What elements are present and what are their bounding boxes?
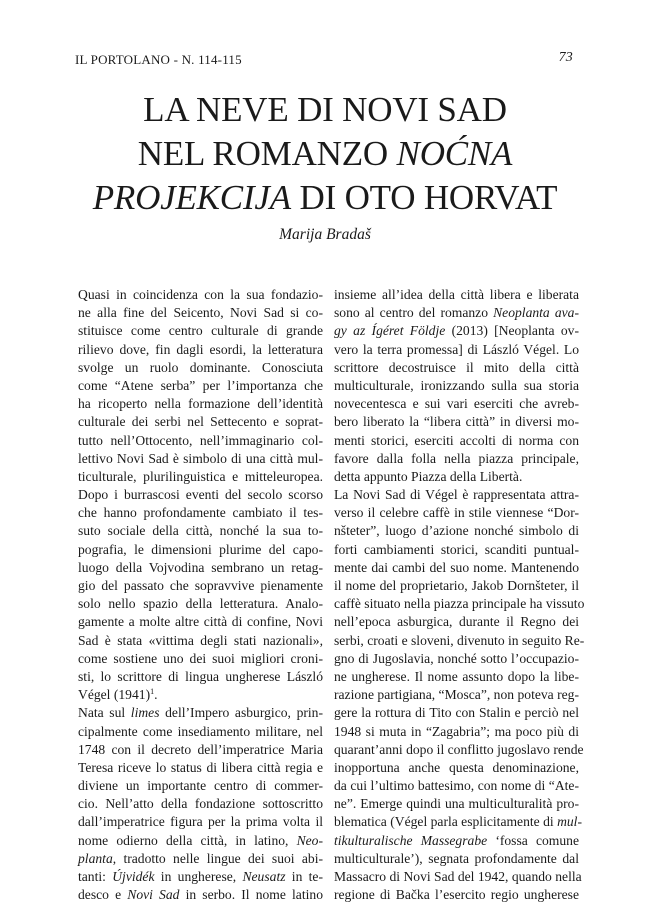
text-span: rilievo dove, fin dagli esordi, la letteratura <box>78 341 323 357</box>
text-line <box>78 850 323 868</box>
text-line <box>334 432 579 450</box>
text-span: nell’epoca asburgica, durante il Regno dei <box>334 614 579 630</box>
right-text-column <box>334 286 585 904</box>
text-span: stituisce come centro culturale di grande <box>78 323 323 339</box>
running-header <box>75 50 575 70</box>
text-span: Sad è stata «vittima degli stati nazionali», <box>78 632 323 648</box>
text-span: serbi, croati e sloveni, divenuto in seguito Re- <box>334 632 585 648</box>
text-line <box>78 741 323 759</box>
text-line <box>78 759 323 777</box>
text-span: come sostiene uno dei suoi migliori croni- <box>78 650 323 666</box>
text-line <box>334 813 582 831</box>
text-span: favore dalla folla nella piazza principale, <box>334 450 579 466</box>
text-span: . <box>154 687 158 703</box>
text-line <box>334 413 579 431</box>
text-span: Dopo i burrascosi eventi del secolo scorso <box>78 487 323 503</box>
text-span: sti, lo scrittore di lingua ungherese László <box>78 668 323 684</box>
text-line <box>78 632 323 650</box>
italic-span: gy az Ígéret Földje <box>334 323 446 339</box>
text-span: ne ungherese. Il nome assunto dopo la libe- <box>334 668 579 684</box>
italic-span: limes <box>130 705 160 721</box>
text-span: dell’Impero asburgico, prin- <box>159 705 323 721</box>
text-span: forti cambiamenti storici, scanditi puntual- <box>334 541 579 557</box>
text-line <box>78 723 323 741</box>
text-line <box>78 541 323 559</box>
text-line <box>334 468 579 486</box>
text-span: inopportuna anche questa denominazione, <box>334 759 579 775</box>
italic-span: planta <box>78 850 113 866</box>
text-line <box>78 504 323 522</box>
text-span: cio. Nell’atto della fondazione sottoscritto <box>78 796 323 812</box>
text-span: in te- <box>285 869 323 884</box>
title-line-3-italic: PROJEKCIJA <box>92 178 291 217</box>
text-span: regione di Bačka l’esercito regio ungherese <box>334 887 579 903</box>
text-span: che hanno profondamente cambiato il tes- <box>78 505 323 521</box>
text-span: Végel (1941) <box>78 687 151 703</box>
text-line <box>78 468 323 486</box>
text-span: verso il celebre caffè in stile viennese “Dor- <box>334 505 579 521</box>
author-name: Marija Bradaš <box>279 226 371 243</box>
text-line <box>78 704 323 722</box>
text-span: ha ricoperto nella formazione dell’identità <box>78 396 323 412</box>
text-line <box>334 304 579 322</box>
text-span: mente dai cambi del suo nome. Mantenendo <box>334 559 579 575</box>
text-span: culturale dei serbi nel Settecento e soprat- <box>78 414 323 430</box>
text-line <box>334 613 579 631</box>
italic-span: Újvidék <box>112 869 155 884</box>
text-line <box>78 559 323 577</box>
text-span: detta appunto Piazza della Libertà. <box>334 468 523 484</box>
text-line <box>334 759 579 777</box>
text-line <box>78 486 323 504</box>
text-span: ne alla fine del Seicento, Novi Sad si co- <box>78 305 323 321</box>
text-line <box>334 741 584 759</box>
text-span: diviene un importante centro di commer- <box>78 778 323 794</box>
footnote-ref: 1 <box>150 687 155 697</box>
text-span: La Novi Sad di Végel è rappresentata attra- <box>334 487 579 503</box>
text-line <box>334 632 585 650</box>
text-line <box>334 595 585 613</box>
italic-span: mul- <box>557 814 582 830</box>
text-span: vero la terra promessa] di László Végel. Lo <box>334 341 579 357</box>
text-line <box>334 341 579 359</box>
text-span: bero liberato la “libera città” in diversi mo- <box>334 414 579 430</box>
title-line-2-italic: NOĆNA <box>396 134 513 173</box>
text-span: in serbo. Il nome latino <box>179 887 323 903</box>
text-line <box>334 668 579 686</box>
text-span: quarant’anni dopo il conflitto jugoslavo rende <box>334 741 584 757</box>
text-line <box>334 559 579 577</box>
text-line <box>78 795 323 813</box>
text-line <box>78 522 323 540</box>
text-line <box>78 668 323 686</box>
text-line <box>78 813 323 831</box>
text-line <box>78 341 323 359</box>
text-line <box>78 432 323 450</box>
text-line <box>334 723 579 741</box>
italic-span: Neusatz <box>242 869 286 884</box>
text-line <box>334 322 579 340</box>
italic-span: Neo- <box>296 832 323 848</box>
text-span: da cui l’ultimo battesimo, con nome di “Ate- <box>334 778 579 794</box>
text-span: luogo della Vojvodina sembrano un retag- <box>78 559 323 575</box>
text-span: sono al centro del romanzo <box>334 305 494 321</box>
text-line <box>78 450 323 468</box>
text-line <box>334 704 579 722</box>
left-text-column <box>78 286 323 904</box>
text-line <box>334 486 579 504</box>
text-span: nome odierno della città, in latino, <box>78 832 297 848</box>
text-span: ticulturale, plurilinguistica e mitteleuropea. <box>78 468 323 484</box>
text-span: menti storici, eserciti accolti di norma con <box>334 432 579 448</box>
text-span: , tradotto nelle lingue dei suoi abi- <box>112 850 323 866</box>
text-span: razione partigiana, “Mosca”, non poteva reg- <box>334 687 579 703</box>
text-line <box>334 359 579 377</box>
text-line <box>334 522 579 540</box>
text-line <box>78 832 323 850</box>
text-line <box>78 359 323 377</box>
text-line <box>334 832 579 850</box>
text-span: Nata sul <box>78 705 131 721</box>
text-span: insieme all’idea della città libera e liberata <box>334 287 579 302</box>
title-line-2 <box>60 132 590 176</box>
text-line <box>78 686 323 704</box>
text-line <box>78 577 323 595</box>
text-span: tanti: <box>78 869 113 884</box>
text-span: 1948 si muta in “Zagabria”; ma poco più di <box>334 723 579 739</box>
journal-name: IL PORTOLANO - N. 114-115 <box>75 52 242 67</box>
text-span: svolge un ruolo dominante. Conosciuta <box>78 359 323 375</box>
text-line <box>334 395 579 413</box>
text-span: dall’imperatrice figura per la prima volta il <box>78 814 323 830</box>
text-line <box>78 777 323 795</box>
page-number: 73 <box>558 50 573 65</box>
text-line <box>334 450 579 468</box>
text-line <box>78 413 323 431</box>
italic-span: tikulturalische Massegrabe <box>334 832 488 848</box>
article-title <box>60 88 590 220</box>
text-line <box>334 541 579 559</box>
text-span: scrittore decostruisce il mito della città <box>334 359 579 375</box>
text-span: ne”. Emerge quindi una multiculturalità pro- <box>334 796 579 812</box>
italic-span: Neoplanta ava- <box>493 305 579 321</box>
text-span: Quasi in coincidenza con la sua fondazio- <box>78 287 323 302</box>
text-span: tutto nell’Ottocento, nell’immaginario col- <box>78 432 323 448</box>
title-line-3 <box>60 176 590 220</box>
text-line <box>334 850 579 868</box>
text-line <box>334 777 579 795</box>
text-line <box>78 322 323 340</box>
text-span: come “Atene serba” per l’importanza che <box>78 377 323 393</box>
title-line-3-roman: DI OTO HORVAT <box>290 178 558 217</box>
text-line <box>334 886 579 904</box>
text-line <box>78 868 323 886</box>
text-span: desco e <box>78 887 128 903</box>
text-span: lettivo Novi Sad è simbolo di una città mul- <box>78 450 323 466</box>
text-line <box>334 686 579 704</box>
text-span: multiculturale’), segnata profondamente dal <box>334 850 579 866</box>
text-span: novecentesca e sui vari eserciti che avreb- <box>334 396 579 412</box>
text-span: in ungherese, <box>154 869 243 884</box>
text-span: gere la rottura di Tito con Stalin e perciò nel <box>334 705 579 721</box>
text-span: 1748 con il decreto dell’imperatrice Maria <box>78 741 323 757</box>
text-line <box>334 577 579 595</box>
text-span: multiculturale, ironizzando sulla sua storia <box>334 377 579 393</box>
text-line <box>78 613 323 631</box>
text-line <box>334 377 579 395</box>
text-line <box>78 304 323 322</box>
text-span: blematica (Végel parla esplicitamente di <box>334 814 558 830</box>
text-line <box>334 286 579 304</box>
text-span: (2013) [Neoplanta ov- <box>445 323 579 339</box>
text-line <box>334 650 579 668</box>
text-span: gno di Jugoslavia, nonché sotto l’occupazio- <box>334 650 579 666</box>
text-span: Teresa riceve lo status di libera città regia e <box>78 759 323 775</box>
title-line-2-roman: NEL ROMANZO <box>137 134 397 173</box>
text-span: nšteter”, luogo d’azione nonché simbolo di <box>334 523 579 539</box>
text-span: solo nello spazio della letteratura. Analo- <box>78 596 323 612</box>
text-span: gio del passato che sopravvive pienamente <box>78 578 323 593</box>
text-span: pografia, le dimensioni plurime del capo- <box>78 541 323 557</box>
text-line <box>78 377 323 395</box>
text-span: suto sociale della città, nonché la sua to- <box>78 523 323 539</box>
text-span: caffè situato nella piazza principale ha vissuto <box>334 596 585 612</box>
text-span: cipalmente come insediamento militare, nel <box>78 723 323 739</box>
text-line <box>334 504 579 522</box>
title-line-1: LA NEVE DI NOVI SAD <box>143 90 507 129</box>
text-span: Massacro di Novi Sad del 1942, quando nella <box>334 869 582 884</box>
text-line <box>78 595 323 613</box>
text-line <box>78 395 323 413</box>
text-span: ‘fossa comune <box>487 832 579 848</box>
text-line <box>78 650 323 668</box>
text-line <box>78 886 323 904</box>
text-line <box>334 868 582 886</box>
text-line <box>334 795 579 813</box>
text-span: il nome del proprietario, Jakob Dornšteter, il <box>334 578 579 593</box>
text-span: gamente a molte altre città di confine, Novi <box>78 614 323 630</box>
italic-span: Novi Sad <box>127 887 180 903</box>
text-line <box>78 286 323 304</box>
